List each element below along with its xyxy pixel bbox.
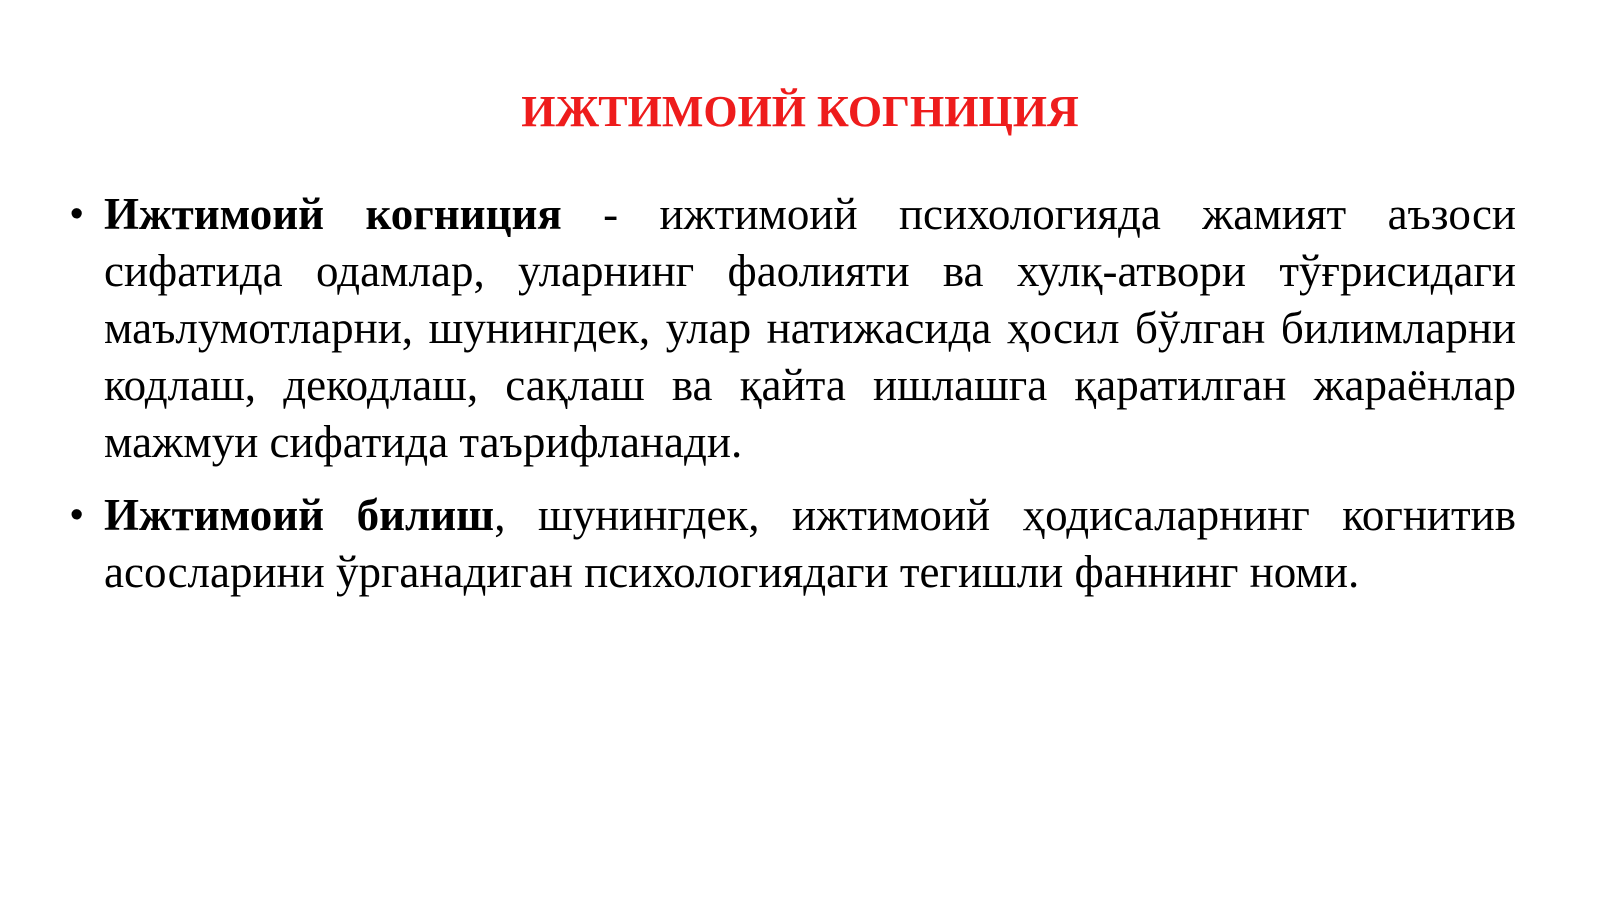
bullet-item-social-cognition	[70, 186, 1516, 471]
bullet-text: , шунингдек, ижтимоий ҳодисаларнинг когнитив асосларини ўрганадиган психологиядаги тегишли фаннинг номи.	[104, 490, 1517, 597]
bullet-icon: •	[70, 193, 84, 235]
slide-title: ИЖТИМОИЙ КОГНИЦИЯ	[521, 87, 1079, 136]
bullet-term: Ижтимоий билиш	[104, 490, 495, 540]
bullet-icon: •	[70, 494, 84, 536]
bullet-text: - ижтимоий психологияда жамият аъзоси сифатида одамлар, уларнинг фаолияти ва хулқ-атвори тўғрисидаги маълумотларни, шунингдек, улар натижасида ҳосил бўлган билимларни кодлаш, декодлаш, сақлаш ва қайта ишлашга қаратилган жараёнлар мажмуи сифатида таърифланади.	[104, 189, 1516, 467]
bullet-item-social-knowledge	[70, 487, 1516, 601]
bullet-list	[70, 186, 1516, 617]
bullet-term: Ижтимоий когниция	[104, 189, 562, 239]
